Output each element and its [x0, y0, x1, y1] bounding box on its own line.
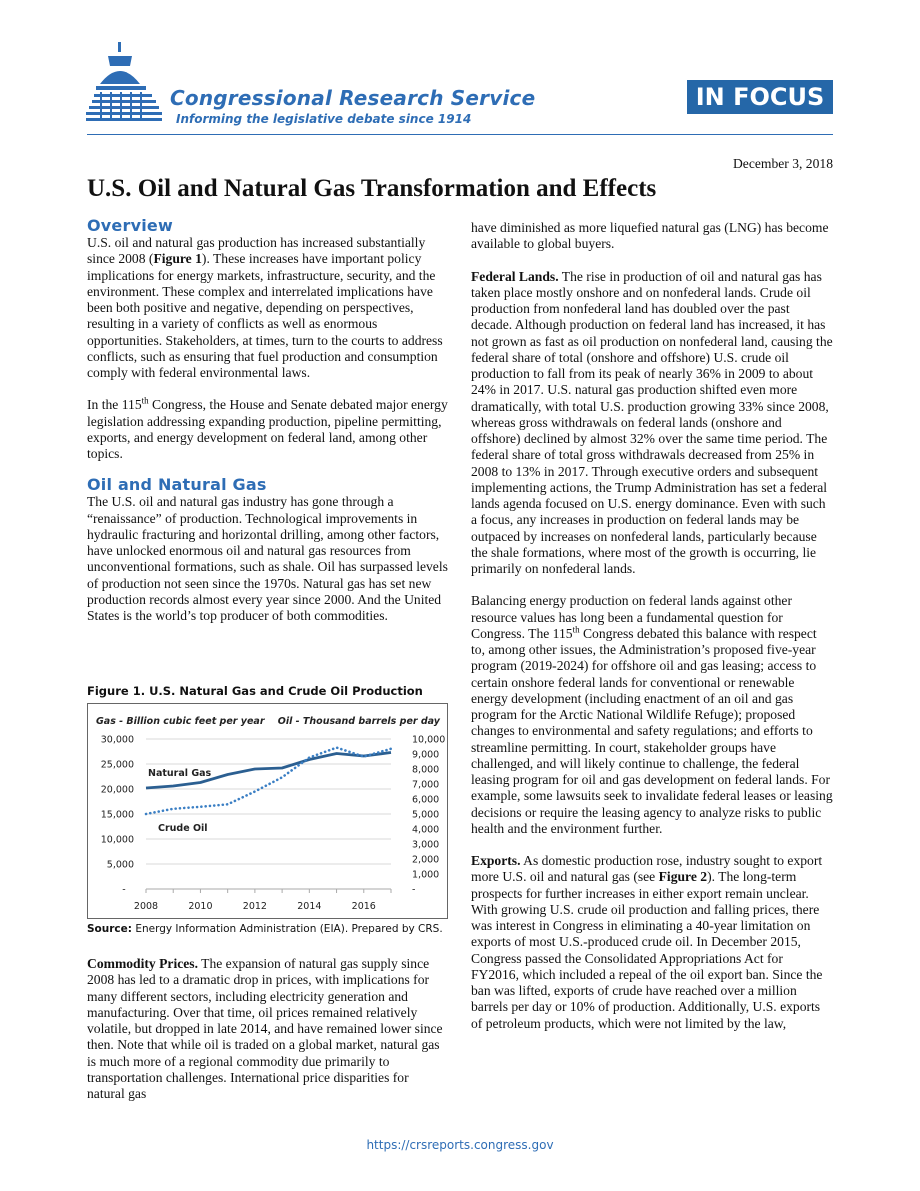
right-tick-label: 4,000 [412, 824, 440, 836]
footer-url-link[interactable]: https://crsreports.congress.gov [366, 1138, 554, 1152]
left-axis-label: Gas - Billion cubic feet per year [96, 716, 265, 727]
right-column [471, 220, 833, 1032]
in-focus-badge: IN FOCUS [687, 80, 833, 114]
left-tick-label: - [122, 884, 126, 896]
oil-gas-heading: Oil and Natural Gas [87, 475, 267, 495]
overview-paragraph-2: In the 115th Congress, the House and Senate debated major energy legislation addressing expanding production, pipeline permitting, exports, and energy development on federal land, among other topics. [87, 395, 448, 461]
production-chart [88, 704, 447, 918]
header-rule [87, 134, 833, 135]
x-tick-label: 2008 [133, 901, 159, 912]
overview-heading: Overview [87, 216, 173, 235]
x-tick-label: 2010 [188, 901, 213, 912]
left-tick-label: 10,000 [100, 834, 134, 846]
figure-2-link[interactable]: Figure 2 [658, 869, 708, 885]
crude-oil-legend-label: Crude Oil [158, 823, 208, 834]
oil-gas-paragraph: The U.S. oil and natural gas industry has gone through a “renaissance” of production. Technological improvements in hydraulic fracturing and horizontal drilling, among other factors, have unlocked enormous oil and natural gas resources from unconventional formations, such as shale. Oil has surpassed levels of production not seen since the 1970s. Natural gas has set new production records almost every year since 2000. And the United States is the world’s top producer of both commodities. [87, 494, 448, 623]
figure-1-title: Figure 1. U.S. Natural Gas and Crude Oil Production [87, 684, 423, 698]
overview-paragraph-1: U.S. oil and natural gas production has increased substantially since 2008 (Figure 1). These increases have important policy implications for energy markets, infrastructure, security, and the environment. These complex and interrelated implications have been both positive and negative, depending on perspectives, resulting in a variety of conflicts as well as enormous opportunities. Stakeholders, at times, turn to the courts to address conflicts, such as ensuring that fuel production and consumption comply with federal environmental laws. [87, 235, 443, 380]
report-date: December 3, 2018 [732, 156, 833, 171]
right-tick-label: 3,000 [412, 839, 440, 851]
left-column [87, 216, 448, 624]
commodity-prices-paragraph: Commodity Prices. The expansion of natural gas supply since 2008 has led to a dramatic drop in prices, with implications for many different sectors, including electricity generation and manufacturing. Over that time, oil prices remained relatively volatile, but dropped in late 2014, and have remained lower since then. Note that while oil is traded on a global market, natural gas is much more of a regional commodity due primarily to transportation challenges. International price disparities for natural gas [87, 956, 443, 1101]
left-tick-label: 20,000 [100, 784, 134, 796]
right-tick-label: - [412, 884, 416, 896]
balancing-paragraph: Balancing energy production on federal lands against other resource values has long been a fundamental question for Congress. The 115th Congress debated this balance with respect to, among other issues, the Administration’s proposed five-year program (2019-2024) for offshore oil and gas leasing; access to certain onshore federal lands for conventional or renewable energy development (including enactment of an oil and gas program for the Arctic National Wildlife Refuge); proposed changes to environmental and safety regulations; and efforts to streamline permitting. In court, stakeholder groups have challenged, and will likely continue to challenge, the federal leasing program for oil and gas development on federal lands. For example, some lawsuits seek to invalidate federal leases or leasing decisions or require the leasing agency to analyze risks to public health and the environment further. [471, 593, 833, 836]
crude-oil-series-line [146, 748, 391, 814]
right-tick-label: 10,000 [412, 734, 446, 746]
right-axis-label: Oil - Thousand barrels per day [277, 716, 440, 727]
x-tick-label: 2014 [297, 901, 322, 912]
natural-gas-legend-label: Natural Gas [148, 768, 212, 779]
right-tick-label: 2,000 [412, 854, 440, 866]
page-title: U.S. Oil and Natural Gas Transformation and Effects [87, 175, 657, 202]
figure-1-link[interactable]: Figure 1 [153, 251, 202, 267]
right-tick-label: 8,000 [412, 764, 440, 776]
federal-lands-paragraph: Federal Lands. The rise in production of oil and natural gas has taken place mostly onshore and on nonfederal lands. Crude oil production from nonfederal land has doubled over the past decade. Although production on federal land has increased, it has not grown as fast as oil production on nonfederal land, causing the federal share of total (onshore and offshore) U.S. crude oil production to fall from its peak of nearly 36% in 2009 to about 24% in 2017. U.S. natural gas production shifted even more dramatically, with total U.S. production growing 33% since 2008, whereas gross withdrawals on federal lands (onshore and offshore) declined by almost 32% over the same time period. The federal share of total gross withdrawals decreased from 25% in 2008 to 13% in 2017. Through executive orders and subsequent implementing actions, the Trump Administration has set a federal lands agenda focused on U.S. energy dominance. Even with such a focus, any increases in production on federal lands may be outpaced by increases on nonfederal lands, particularly because the shale formations, where most of the growth is occurring, lie primarily on nonfederal lands. [471, 268, 833, 576]
right-tick-label: 7,000 [412, 779, 440, 791]
right-tick-label: 9,000 [412, 749, 440, 761]
x-tick-label: 2012 [242, 901, 267, 912]
capitol-dome-logo [86, 40, 166, 130]
x-tick-label: 2016 [351, 901, 376, 912]
right-tick-label: 5,000 [412, 809, 440, 821]
right-tick-label: 1,000 [412, 869, 440, 881]
exports-paragraph: Exports. As domestic production rose, industry sought to export more U.S. oil and natural gas (see Figure 2). The long-term prospects for further increases in either export remain unclear. With growing U.S. crude oil production and falling prices, there was interest in Congress in eliminating a 40-year limitation on exports of most U.S.-produced crude oil. In December 2015, Congress passed the Consolidated Appropriations Act for FY2016, which included a repeal of the oil export ban. Since the ban was lifted, exports of crude have reached over a million barrels per day or 10% of production. Additionally, U.S. exports of petroleum products, which were not limited by the law, [471, 853, 823, 1031]
left-tick-label: 25,000 [100, 759, 134, 771]
right-tick-label: 6,000 [412, 794, 440, 806]
figure-source: Source: Energy Information Administration (EIA). Prepared by CRS. [87, 923, 443, 935]
org-tagline: Informing the legislative debate since 1914 [176, 112, 472, 126]
left-tick-label: 30,000 [100, 734, 134, 746]
left-tick-label: 5,000 [106, 859, 134, 871]
lng-continuation-paragraph: have diminished as more liquefied natural gas (LNG) has become available to global buyers. [471, 220, 829, 252]
left-tick-label: 15,000 [100, 809, 134, 821]
figure-1-frame [87, 703, 448, 919]
org-name: Congressional Research Service [170, 86, 536, 110]
